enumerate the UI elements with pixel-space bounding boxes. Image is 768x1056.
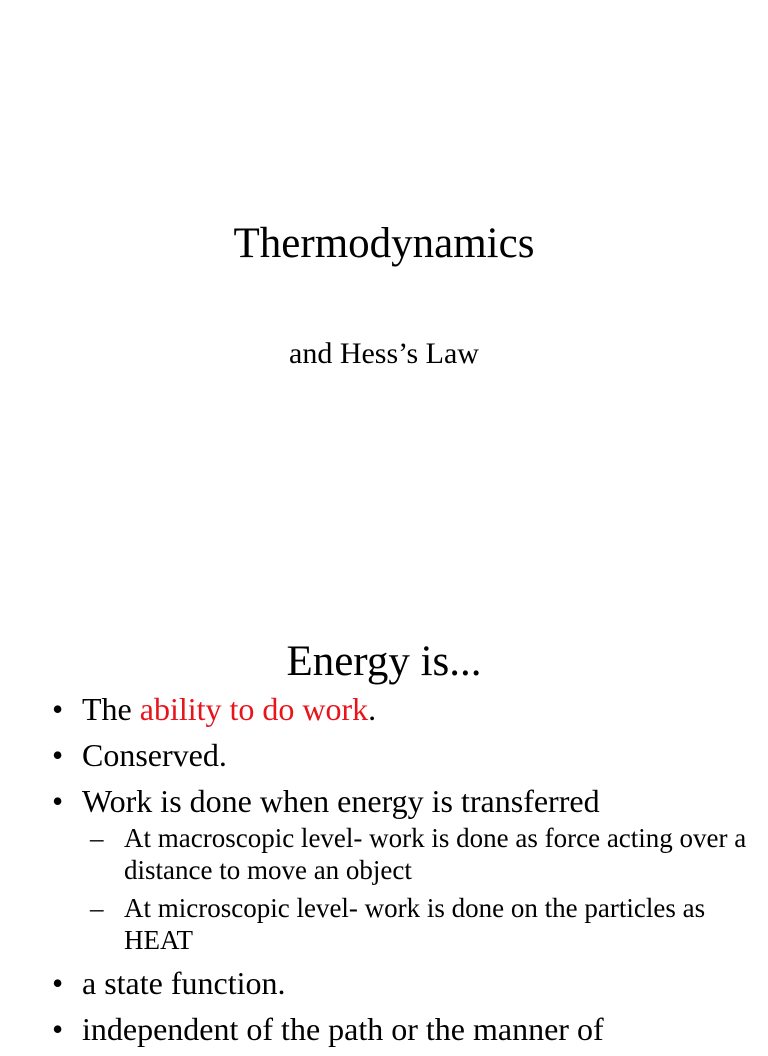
bullet-list	[52, 690, 752, 1056]
bullet-text-prefix: The	[82, 691, 140, 727]
bullet-text: a state function.	[82, 965, 286, 1001]
bullet-icon: •	[52, 783, 64, 819]
bullet-work	[52, 782, 752, 956]
presentation-subtitle: and Hess’s Law	[289, 337, 479, 370]
bullet-icon: •	[52, 1011, 64, 1047]
bullet-conserved	[52, 736, 752, 774]
sub-bullet-microscopic	[90, 892, 752, 956]
energy-slide	[0, 576, 768, 1047]
bullet-icon: •	[52, 691, 64, 727]
bullet-text: Work is done when energy is transferred	[82, 783, 600, 819]
sub-bullet-text: At microscopic level- work is done on the particles as HEAT	[124, 893, 706, 955]
bullet-ability	[52, 690, 752, 728]
bullet-state-function	[52, 964, 752, 1002]
sub-bullet-macroscopic	[90, 822, 752, 886]
bullet-icon: •	[52, 965, 64, 1001]
bullet-highlight: ability to do work	[139, 691, 369, 727]
bullet-text-suffix: .	[368, 691, 377, 727]
slide-title: Energy is...	[286, 638, 482, 685]
bullet-text: independent of the path or the manner of	[82, 1011, 604, 1047]
sub-bullet-text: At macroscopic level- work is done as force acting over a distance to move an object	[124, 823, 747, 885]
dash-icon: –	[90, 893, 104, 923]
bullet-text: Conserved.	[82, 737, 227, 773]
dash-icon: –	[90, 823, 104, 853]
presentation-title: Thermodynamics	[233, 220, 535, 267]
sub-bullet-list	[82, 822, 752, 956]
bullet-icon: •	[52, 737, 64, 773]
bullet-independent	[52, 1010, 752, 1048]
